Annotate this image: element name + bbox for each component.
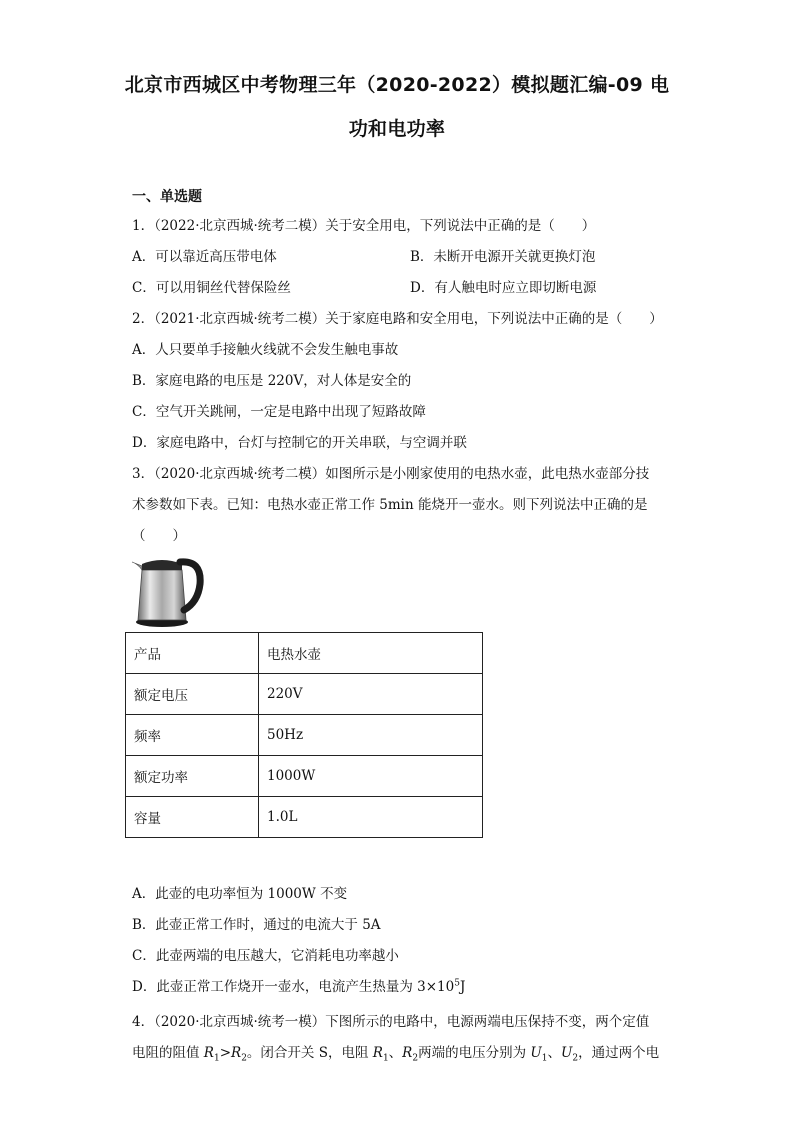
electric-kettle-image xyxy=(128,550,204,628)
subscript: 1 xyxy=(541,1053,548,1064)
q2-option-a: A．人只要单手接触火线就不会发生触电事故 xyxy=(132,342,399,358)
table-value-cell: 电热水壶 xyxy=(259,633,483,674)
symbol-u: U xyxy=(561,1045,573,1061)
q3-option-b: B．此壶正常工作时，通过的电流大于 5A xyxy=(132,917,381,933)
subscript: 1 xyxy=(213,1053,220,1064)
subscript: 2 xyxy=(241,1053,247,1064)
symbol-r: R xyxy=(203,1045,214,1061)
text-segment: 。闭合开关 S，电阻 xyxy=(246,1045,373,1061)
q1-stem: 1．（2022·北京西城·统考二模）关于安全用电，下列说法中正确的是（ ） xyxy=(132,218,596,234)
page-title: 北京市西城区中考物理三年（2020-2022）模拟题汇编-09 电 xyxy=(124,74,670,96)
subscript: 2 xyxy=(572,1053,579,1064)
q3-stem-line1: 3．（2020·北京西城·统考二模）如图所示是小刚家使用的电热水壶，此电热水壶部分技 xyxy=(132,466,650,482)
kettle-spec-table xyxy=(125,632,483,838)
symbol-r: R xyxy=(231,1045,242,1061)
q1-option-b: B．未断开电源开关就更换灯泡 xyxy=(410,249,596,265)
q1-option-d: D．有人触电时应立即切断电源 xyxy=(410,280,597,296)
q1-option-a: A．可以靠近高压带电体 xyxy=(132,249,277,265)
unit: J xyxy=(459,979,466,995)
table-row xyxy=(126,633,483,674)
table-value-cell: 220V xyxy=(259,674,483,715)
subscript: 1 xyxy=(382,1053,389,1064)
table-key-cell: 产品 xyxy=(126,633,259,674)
symbol-r: R xyxy=(372,1045,383,1061)
text-segment: 两端的电压分别为 xyxy=(418,1045,531,1061)
q3-option-d xyxy=(132,975,465,995)
table-key-cell: 频率 xyxy=(126,715,259,756)
table-row xyxy=(126,715,483,756)
table-key-cell: 额定电压 xyxy=(126,674,259,715)
exponent: 5 xyxy=(454,978,460,989)
text-segment: 、 xyxy=(388,1045,403,1061)
table-value-cell: 1.0L xyxy=(259,797,483,838)
q1-option-c: C．可以用铜丝代替保险丝 xyxy=(132,280,291,296)
q3-option-a: A．此壶的电功率恒为 1000W 不变 xyxy=(132,886,348,902)
q3-stem-line3: （ ） xyxy=(132,528,186,544)
subscript: 2 xyxy=(412,1053,419,1064)
q2-option-c: C．空气开关跳闸，一定是电路中出现了短路故障 xyxy=(132,404,426,420)
table-value-cell: 50Hz xyxy=(259,715,483,756)
q3-option-c: C．此壶两端的电压越大，它消耗电功率越小 xyxy=(132,948,399,964)
section-heading: 一、单选题 xyxy=(132,189,202,205)
q4-stem-line2 xyxy=(132,1041,659,1064)
text-segment: 电阻的阻值 xyxy=(132,1045,204,1061)
table-key-cell: 容量 xyxy=(126,797,259,838)
q2-stem: 2．（2021·北京西城·统考二模）关于家庭电路和安全用电，下列说法中正确的是（ ） xyxy=(132,311,663,327)
table-value-cell: 1000W xyxy=(259,756,483,797)
q2-option-b: B．家庭电路的电压是 220V，对人体是安全的 xyxy=(132,373,412,389)
q2-option-d: D．家庭电路中，台灯与控制它的开关串联，与空调并联 xyxy=(132,435,467,451)
symbol-u: U xyxy=(530,1045,542,1061)
table-key-cell: 额定功率 xyxy=(126,756,259,797)
symbol-r: R xyxy=(402,1045,413,1061)
table-row xyxy=(126,797,483,838)
text-segment: ，通过两个电 xyxy=(578,1045,660,1061)
q3-stem-line2: 术参数如下表。已知：电热水壶正常工作 5min 能烧开一壶水。则下列说法中正确的是 xyxy=(132,497,648,513)
text-segment: 、 xyxy=(547,1045,561,1061)
text-segment: > xyxy=(219,1045,232,1061)
table-row xyxy=(126,674,483,715)
q4-stem-line1: 4．（2020·北京西城·统考一模）下图所示的电路中，电源两端电压保持不变，两个定值 xyxy=(132,1014,650,1030)
q3-option-d-text: D．此壶正常工作烧开一壶水，电流产生热量为 3×10 xyxy=(132,979,455,995)
page-title-line2: 功和电功率 xyxy=(348,118,446,140)
table-row xyxy=(126,756,483,797)
